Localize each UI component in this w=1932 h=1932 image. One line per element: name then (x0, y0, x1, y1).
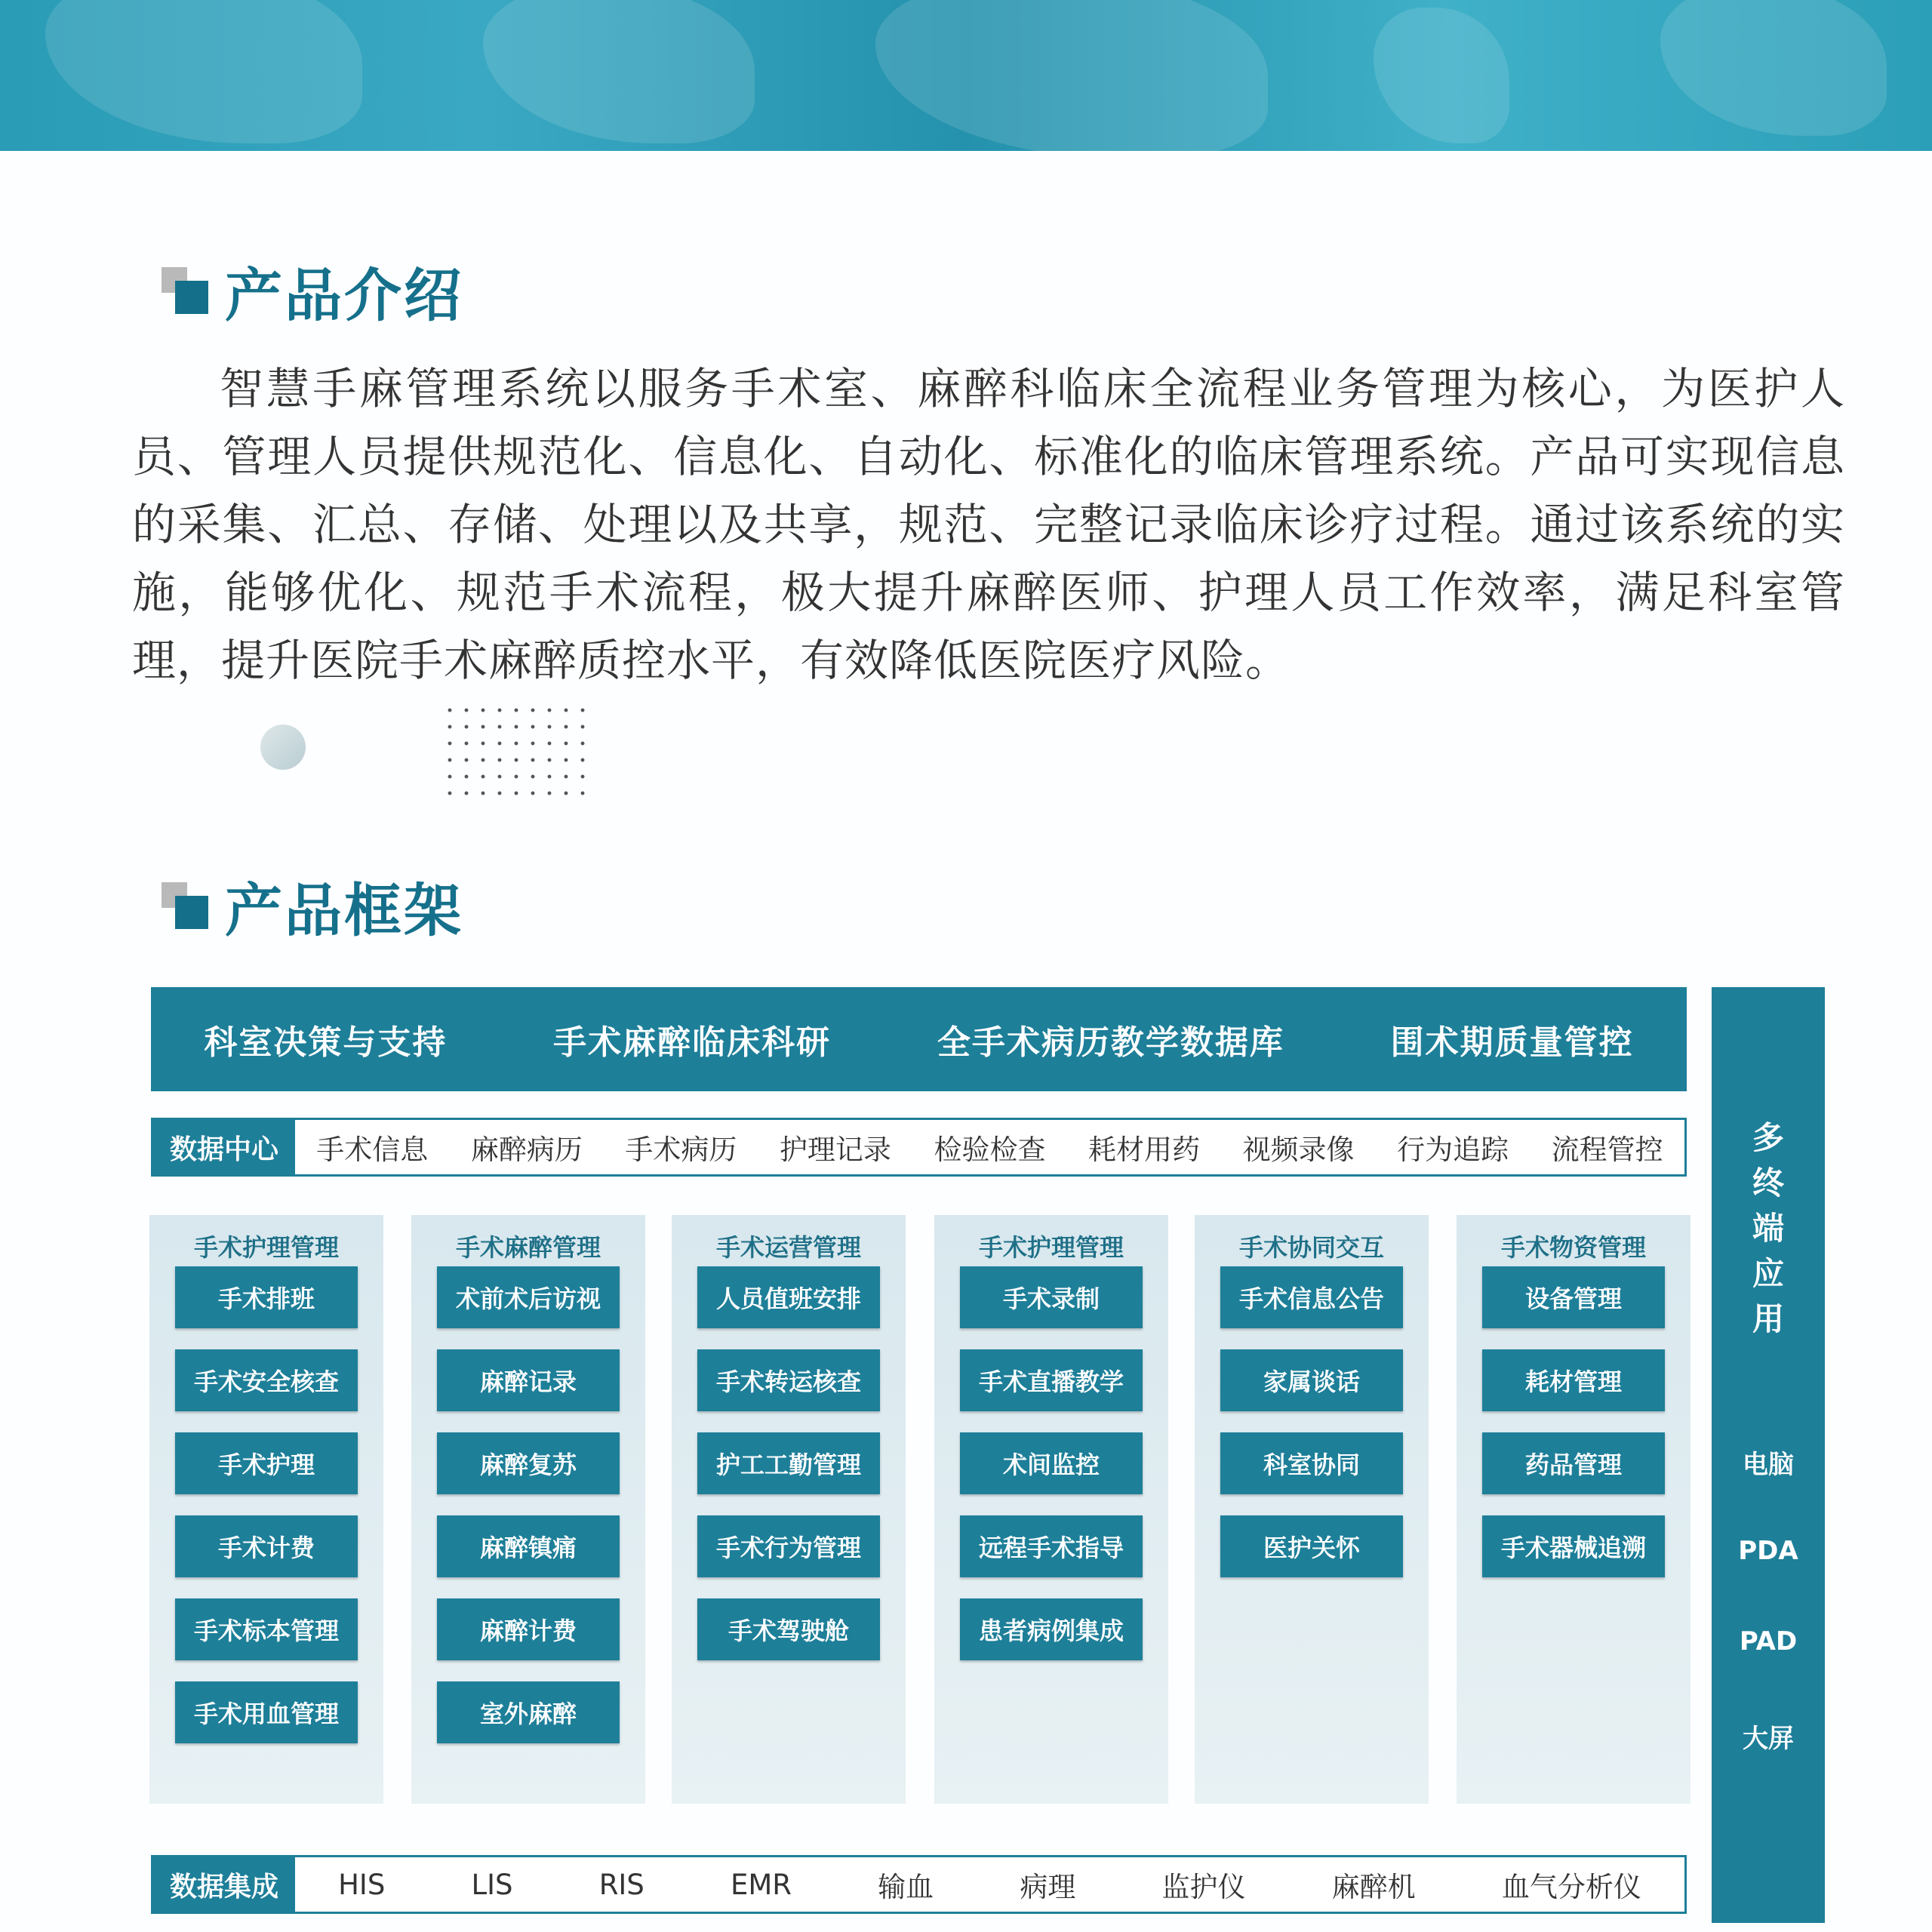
intro-title: 产品介绍 (225, 261, 463, 329)
module-column-materials (1457, 1215, 1690, 1804)
module-item: 手术器械追溯 (1482, 1515, 1665, 1577)
data-integration-strip (151, 1855, 1687, 1914)
data-center-item: 手术病历 (625, 1134, 737, 1166)
data-center-item: 麻醉病历 (470, 1134, 583, 1166)
module-item: 手术行为管理 (697, 1515, 880, 1577)
framework-title: 产品框架 (225, 876, 463, 944)
module-item: 家属谈话 (1220, 1349, 1403, 1411)
data-center-item: 视频录像 (1242, 1134, 1355, 1166)
integration-item: RIS (598, 1868, 645, 1901)
data-center-item: 检验检查 (934, 1134, 1046, 1166)
integration-item: EMR (730, 1868, 792, 1901)
data-center-item: 耗材用药 (1088, 1134, 1201, 1166)
decorative-dots (441, 702, 585, 808)
heading-square-icon (158, 879, 211, 932)
module-item: 患者病例集成 (960, 1598, 1143, 1660)
integration-item: LIS (471, 1868, 513, 1901)
module-title: 手术麻醉管理 (455, 1233, 601, 1262)
module-title: 手术运营管理 (715, 1233, 861, 1262)
module-item: 手术转运核查 (697, 1349, 880, 1411)
module-column-nursing (149, 1215, 383, 1804)
data-center-item: 手术信息 (316, 1134, 429, 1166)
module-item: 麻醉镇痛 (437, 1515, 620, 1577)
module-column-anesthesia (411, 1215, 645, 1804)
data-center-strip (151, 1118, 1687, 1177)
module-title: 手术物资管理 (1500, 1233, 1646, 1262)
integration-item: 麻醉机 (1331, 1871, 1416, 1903)
data-center-item: 流程管控 (1551, 1134, 1663, 1166)
data-center-label: 数据中心 (153, 1120, 295, 1174)
module-item: 手术用血管理 (175, 1681, 358, 1743)
module-column-operations (672, 1215, 906, 1804)
module-item: 术前术后访视 (437, 1266, 620, 1328)
module-item: 术间监控 (960, 1432, 1143, 1494)
module-title: 手术协同交互 (1238, 1233, 1384, 1262)
heading-square-icon (158, 264, 211, 317)
application-layer-bar (151, 987, 1687, 1091)
application-item: 围术期质量管控 (1390, 1023, 1634, 1062)
module-item: 手术驾驶舱 (697, 1598, 880, 1660)
integration-item: 监护仪 (1161, 1871, 1246, 1903)
multi-terminal-sidebar (1712, 987, 1825, 1923)
module-item: 麻醉计费 (437, 1598, 620, 1660)
intro-heading (158, 249, 463, 332)
device-item: PDA (1738, 1536, 1798, 1566)
module-item: 室外麻醉 (437, 1681, 620, 1743)
module-item: 手术计费 (175, 1515, 358, 1577)
data-center-item: 行为追踪 (1397, 1134, 1509, 1166)
device-item: 电脑 (1743, 1450, 1794, 1480)
module-item: 手术信息公告 (1220, 1266, 1403, 1328)
module-item: 药品管理 (1482, 1432, 1665, 1494)
intro-paragraph: 智慧手麻管理系统以服务手术室、麻醉科临床全流程业务管理为核心，为医护人员、管理人员提供规范化、信息化、自动化、标准化的临床管理系统。产品可实现信息的采集、汇总、存储、处理以及共享，规范、完整记录临床诊疗过程。通过该系统的实施，能够优化、规范手术流程，极大提升麻醉医师、护理人员工作效率，满足科室管理，提升医院手术麻醉质控水平，有效降低医院医疗风险。 (132, 363, 1845, 686)
module-item: 设备管理 (1482, 1266, 1665, 1328)
module-title: 手术护理管理 (978, 1233, 1124, 1262)
multi-terminal-title: 多 终 端 应 用 (1752, 1119, 1784, 1337)
module-item: 手术录制 (960, 1266, 1143, 1328)
data-center-item: 护理记录 (779, 1134, 891, 1166)
module-item: 手术护理 (175, 1432, 358, 1494)
integration-item: 病理 (1020, 1871, 1076, 1903)
integration-item: 血气分析仪 (1501, 1871, 1641, 1903)
integration-item: 输血 (878, 1871, 934, 1903)
device-item: PAD (1739, 1626, 1798, 1657)
integration-item: HIS (338, 1868, 386, 1901)
module-item: 麻醉记录 (437, 1349, 620, 1411)
module-item: 科室协同 (1220, 1432, 1403, 1494)
application-item: 全手术病历教学数据库 (937, 1023, 1284, 1062)
module-item: 人员值班安排 (697, 1266, 880, 1328)
module-title: 手术护理管理 (193, 1233, 339, 1262)
module-column-collaboration (1195, 1215, 1429, 1804)
module-item: 远程手术指导 (960, 1515, 1143, 1577)
module-item: 手术排班 (175, 1266, 358, 1328)
module-item: 护工工勤管理 (697, 1432, 880, 1494)
application-item: 科室决策与支持 (204, 1023, 448, 1062)
module-item: 医护关怀 (1220, 1515, 1403, 1577)
module-item: 耗材管理 (1482, 1349, 1665, 1411)
module-item: 麻醉复苏 (437, 1432, 620, 1494)
module-item: 手术标本管理 (175, 1598, 358, 1660)
module-column-recording (934, 1215, 1168, 1804)
top-banner-photo (0, 0, 1932, 151)
device-item: 大屏 (1743, 1724, 1794, 1754)
module-item: 手术安全核查 (175, 1349, 358, 1411)
data-integration-label: 数据集成 (153, 1857, 295, 1912)
decorative-circle (260, 724, 306, 770)
framework-heading (158, 864, 463, 947)
application-item: 手术麻醉临床科研 (553, 1023, 832, 1062)
module-item: 手术直播教学 (960, 1349, 1143, 1411)
